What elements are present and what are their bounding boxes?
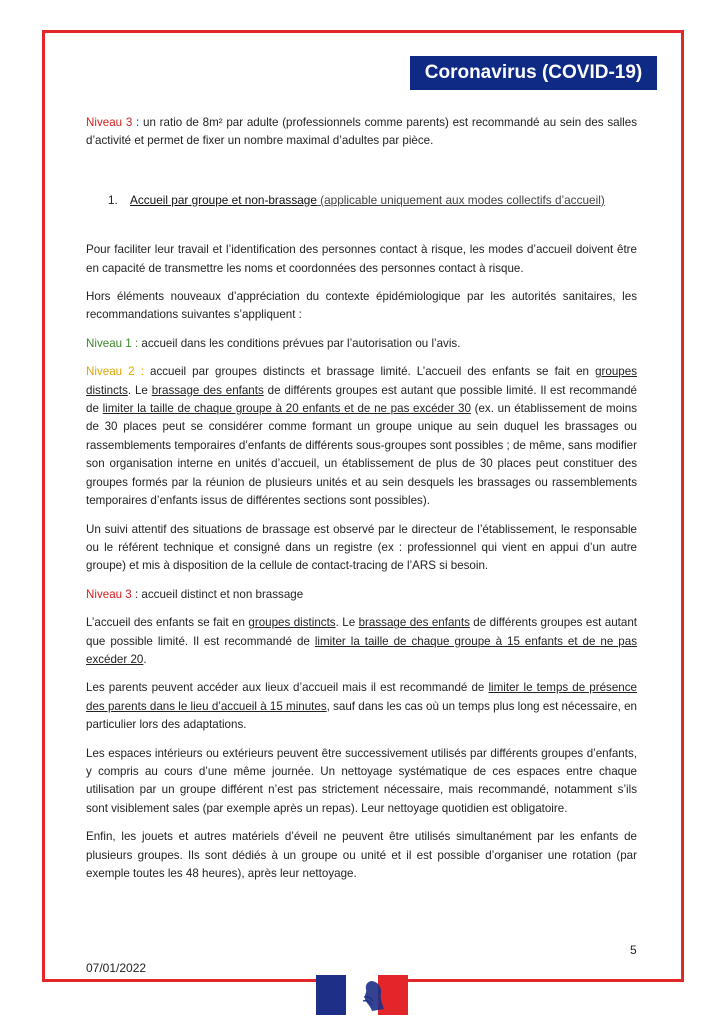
header-banner	[410, 56, 657, 90]
paragraph: Enfin, les jouets et autres matériels d’éveil ne peuvent être utilisés simultanément par les enfants de plusieurs groupes. Ils sont dédiés à un groupe ou unité et il est possible d’organiser une rotation (par exemple toutes les 48 heures), après leur nettoyage.	[86, 830, 637, 880]
marianne-icon	[362, 979, 386, 1013]
republic-logo	[316, 975, 408, 1015]
level-3-paragraph: Niveau 3 : accueil distinct et non brassage	[86, 587, 304, 601]
section-heading	[108, 191, 637, 209]
level-1-label: Niveau 1 :	[86, 336, 139, 350]
header-title: Coronavirus (COVID-19)	[424, 62, 643, 83]
section-number: 1.	[108, 192, 118, 207]
level-3-label: Niveau 3	[86, 587, 132, 601]
section-title: Accueil par groupe et non-brassage	[130, 192, 317, 207]
paragraph: Hors éléments nouveaux d’appréciation du contexte épidémiologique par les autorités sanitaires, les recommandations suivantes s’appliquent :	[86, 290, 637, 322]
level-2-paragraph: Niveau 2 : accueil par groupes distincts et brassage limité. L’accueil des enfants se fait en groupes distincts. Le brassage des enfants de différents groupes est autant que possible limité. Il est recommandé de limiter la taille de chaque groupe à 20 enfants et de ne pas excéder 30 (ex. un établissement de moins de 30 places peut se considérer comme formant un groupe unique au sein duquel les brassages ou rassemblements temporaires d’enfants de différents sous-groupes sont possibles ; de même, sans modifier son organisation interne en unités d’accueil, un établissement de plus de 30 places peut constituer des groupes formés par la réunion de plusieurs unités et au sein desquels les brassages ou rassemblements temporaires d’enfants issus de différentes sections sont possibles).	[86, 365, 638, 508]
page-number: 5	[630, 943, 637, 957]
paragraph: Pour faciliter leur travail et l’identification des personnes contact à risque, les modes d’accueil doivent être en capacité de transmettre les noms et coordonnées des personnes contact à risque.	[86, 243, 637, 275]
intro-paragraph: Niveau 3 : un ratio de 8m² par adulte (professionnels comme parents) est recommandé au sein des salles d’activité et permet de fixer un nombre maximal d’adultes par pièce.	[86, 116, 637, 148]
document-date: 07/01/2022	[86, 961, 147, 975]
paragraph: Les espaces intérieurs ou extérieurs peuvent être successivement utilisés par différents groupes d’enfants, y compris au cours d’une même journée. Un nettoyage systématique de ces espaces entre chaque utilisation par un groupe différent n’est pas strictement nécessaire, mais recommandé, notamment s’ils sont visiblement sales (par exemple après un repas). Leur nettoyage quotidien est obligatoire.	[86, 746, 637, 815]
paragraph: L’accueil des enfants se fait en groupes distincts. Le brassage des enfants de différents groupes est autant que possible limité. Il est recommandé de limiter la taille de chaque groupe à 15 enfants et de ne pas excéder 20.	[86, 616, 637, 666]
paragraph: Les parents peuvent accéder aux lieux d’accueil mais il est recommandé de limiter le temps de présence des parents dans le lieu d’accueil à 15 minutes, sauf dans les cas où un temps plus long est nécessaire, en particulier lors des adaptations.	[86, 681, 637, 732]
section-subtitle: (applicable uniquement aux modes collectifs d’accueil)	[316, 192, 605, 207]
flag-blue	[316, 975, 346, 1015]
level-2-label: Niveau 2 :	[86, 365, 144, 379]
level-1-paragraph: Niveau 1 : accueil dans les conditions prévues par l’autorisation ou l’avis.	[86, 336, 461, 350]
document-body	[86, 114, 637, 893]
paragraph: Un suivi attentif des situations de brassage est observé par le directeur de l’établissement, le responsable ou le référent technique et consigné dans un registre (ex : professionnel qui vient en appui d’un autre groupe) et mis à disposition de la cellule de contact-tracing de l’ARS si besoin.	[86, 522, 637, 573]
flag-white	[346, 975, 378, 1015]
level-3-label: Niveau 3	[86, 116, 133, 129]
